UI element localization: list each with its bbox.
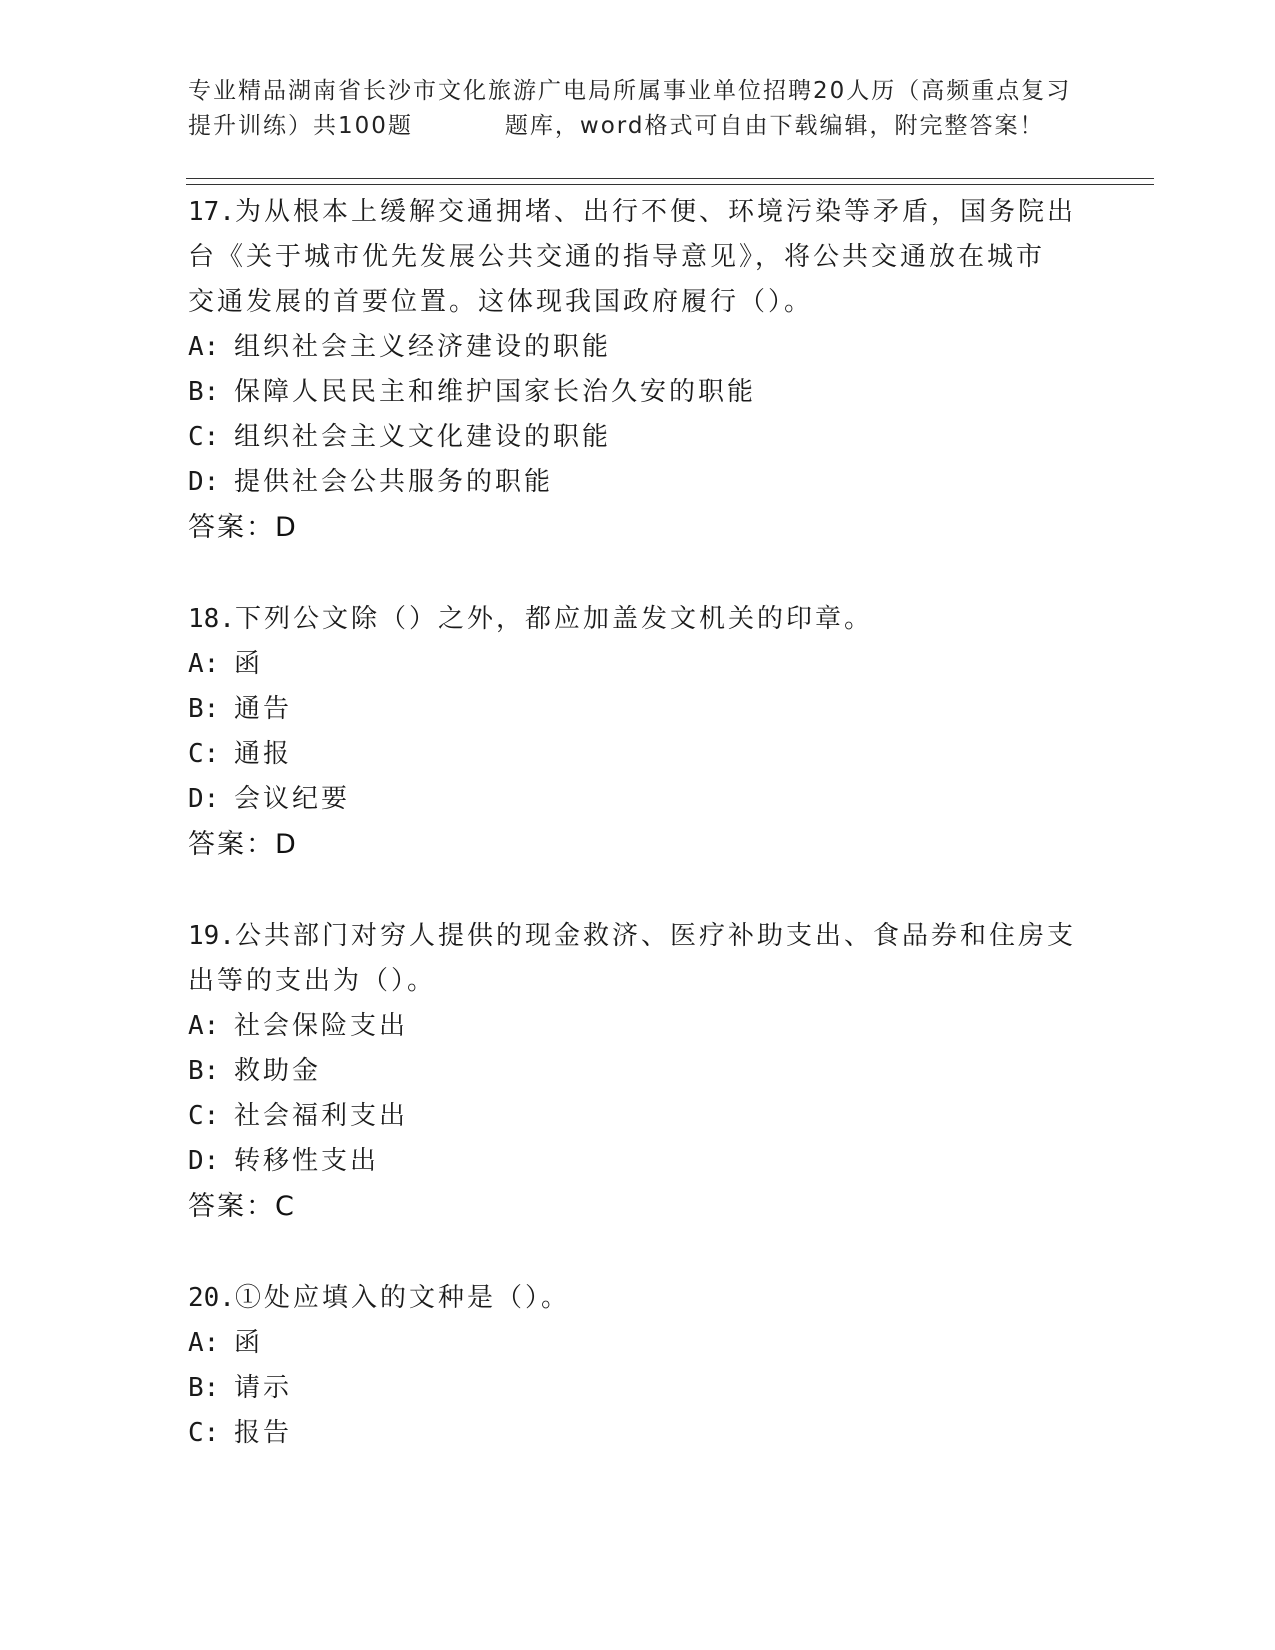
option-text: 救助金: [234, 1056, 322, 1086]
question-stem: [188, 1276, 1088, 1321]
question-stem-line: 公共部门对穷人提供的现金救济、医疗补助支出、食品券和住房支: [234, 921, 1076, 951]
question-number: 17.: [188, 197, 235, 227]
question-stem-line: 出等的支出为（）。: [188, 966, 437, 996]
question-19: [188, 914, 1088, 1229]
option-c: [188, 732, 1088, 777]
header-line-2-left: 提升训练）共100题: [188, 113, 413, 139]
option-key: B:: [188, 1056, 220, 1086]
option-a: [188, 325, 1088, 370]
option-key: A:: [188, 1328, 220, 1358]
question-stem-line: 为从根本上缓解交通拥堵、出行不便、环境污染等矛盾，国务院出: [234, 197, 1076, 227]
option-text: 组织社会主义文化建设的职能: [234, 422, 612, 452]
option-text: 转移性支出: [234, 1146, 380, 1176]
option-key: C:: [188, 422, 220, 452]
question-stem: [188, 914, 1088, 959]
option-text: 通告: [234, 694, 293, 724]
answer-label: 答案：D: [188, 512, 298, 543]
answer-label: 答案：C: [188, 1191, 296, 1222]
question-17: [188, 190, 1088, 550]
question-stem-line: 交通发展的首要位置。这体现我国政府履行（）。: [188, 287, 814, 317]
option-key: B:: [188, 1373, 220, 1403]
option-text: 提供社会公共服务的职能: [234, 467, 554, 497]
option-a: [188, 642, 1088, 687]
question-20: [188, 1276, 1088, 1456]
header-divider-bottom: [186, 184, 1154, 185]
option-key: C:: [188, 739, 220, 769]
question-18: [188, 597, 1088, 867]
question-stem: [188, 190, 1088, 235]
option-b: [188, 370, 1088, 415]
option-d: [188, 1139, 1088, 1184]
option-key: A:: [188, 649, 220, 679]
option-key: A:: [188, 332, 220, 362]
page-header: [188, 74, 1088, 144]
option-text: 函: [234, 1328, 264, 1358]
option-b: [188, 687, 1088, 732]
header-divider-top: [186, 178, 1154, 179]
question-list: [188, 190, 1088, 1456]
option-d: [188, 777, 1088, 822]
question-stem-line: 台《关于城市优先发展公共交通的指导意见》，将公共交通放在城市: [188, 242, 1046, 272]
option-key: A:: [188, 1011, 220, 1041]
option-key: B:: [188, 694, 220, 724]
option-c: [188, 415, 1088, 460]
option-key: B:: [188, 377, 220, 407]
option-c: [188, 1411, 1088, 1456]
option-text: 社会福利支出: [234, 1101, 409, 1131]
option-text: 保障人民民主和维护国家长治久安的职能: [234, 377, 757, 407]
option-a: [188, 1004, 1088, 1049]
option-text: 函: [234, 649, 264, 679]
option-key: D:: [188, 467, 220, 497]
option-a: [188, 1321, 1088, 1366]
option-b: [188, 1049, 1088, 1094]
answer-label: 答案：D: [188, 829, 298, 860]
option-d: [188, 460, 1088, 505]
question-stem: [188, 597, 1088, 642]
option-text: 请示: [234, 1373, 293, 1403]
question-number: 18.: [188, 604, 235, 634]
question-number: 19.: [188, 921, 235, 951]
option-text: 通报: [234, 739, 293, 769]
option-text: 组织社会主义经济建设的职能: [234, 332, 612, 362]
option-text: 社会保险支出: [234, 1011, 409, 1041]
option-key: C:: [188, 1101, 220, 1131]
header-line-2: [188, 109, 1088, 144]
header-line-2-right: 题库，word格式可自由下载编辑，附完整答案！: [504, 113, 1045, 139]
option-key: D:: [188, 1146, 220, 1176]
option-b: [188, 1366, 1088, 1411]
option-text: 报告: [234, 1418, 293, 1448]
question-stem-line: 下列公文除（）之外，都应加盖发文机关的印章。: [234, 604, 873, 634]
option-key: C:: [188, 1418, 220, 1448]
header-line-1: 专业精品湖南省长沙市文化旅游广电局所属事业单位招聘20人历（高频重点复习: [188, 78, 1072, 104]
question-number: 20.: [188, 1283, 235, 1313]
question-stem-line: ①处应填入的文种是（）。: [234, 1283, 570, 1313]
option-key: D:: [188, 784, 220, 814]
option-c: [188, 1094, 1088, 1139]
option-text: 会议纪要: [234, 784, 351, 814]
